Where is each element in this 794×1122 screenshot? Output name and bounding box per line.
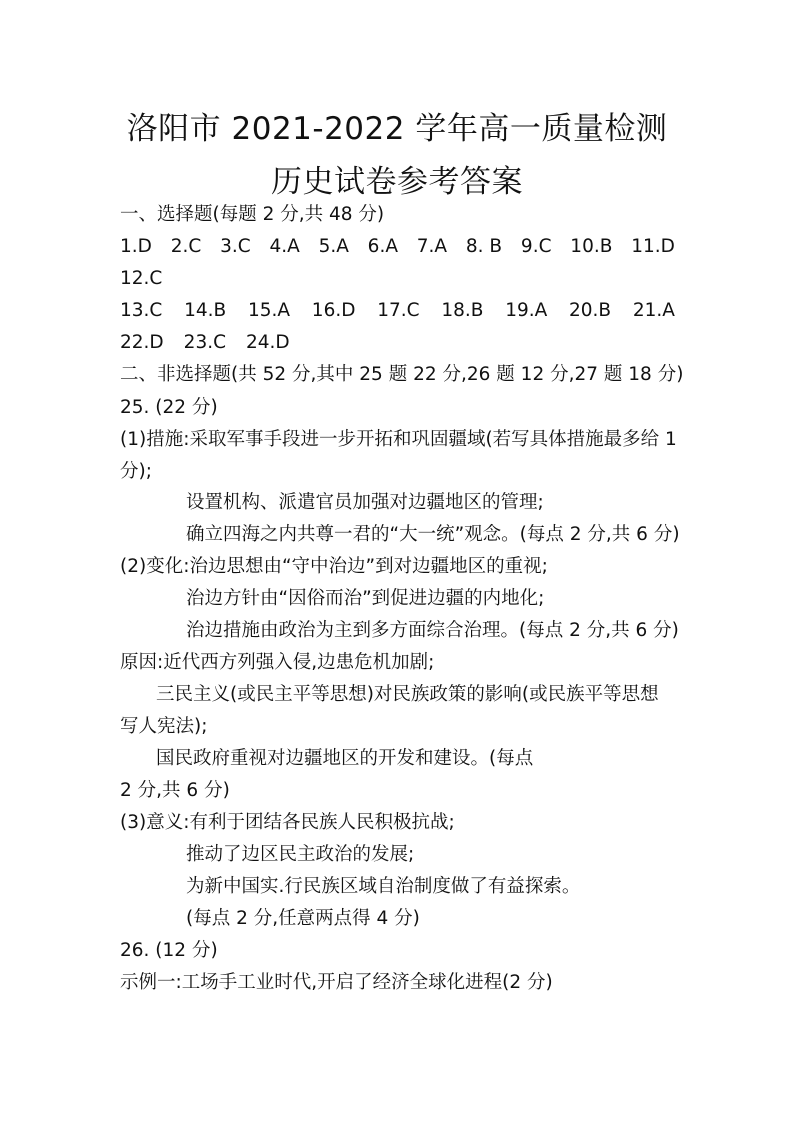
answer-item: 11.D (631, 236, 675, 257)
answer-item: 18.B (441, 300, 484, 321)
q25-p1-line: 确立四海之内共尊一君的“大一统”观念。(每点 2 分,共 6 分) (186, 524, 680, 545)
q25-p3-line: 推动了边区民主政治的发展; (186, 844, 415, 865)
q25-reason-line: 三民主义(或民主平等思想)对民族政策的影响(或民族平等思想 (156, 684, 659, 705)
answer-item: 10.B (570, 236, 613, 257)
q25-label: 25. (22 分) (120, 397, 218, 418)
answer-item: 2.C (170, 236, 202, 257)
q26-example-line: 示例一:工场手工业时代,开启了经济全球化进程(2 分) (120, 972, 553, 993)
answer-item: 8. B (465, 236, 503, 257)
q25-reason-line: 写人宪法); (120, 716, 208, 737)
page-subtitle: 历史试卷参考答案 (271, 164, 523, 200)
q25-p2-line: 治边方针由“因俗而治”到促进边疆的内地化; (186, 588, 545, 609)
q25-p1-line: 设置机构、派遣官员加强对边疆地区的管理; (186, 492, 544, 513)
answer-item: 21.A (632, 300, 675, 321)
answer-item: 1.D (120, 236, 152, 257)
answer-item: 19.A (505, 300, 548, 321)
answer-item: 16.D (311, 300, 356, 321)
answer-item: 9.C (520, 236, 552, 257)
section1-header: 一、选择题(每题 2 分,共 48 分) (120, 204, 385, 225)
answers-row-3 (120, 331, 675, 355)
answer-item: 24.D (246, 332, 290, 353)
answer-item: 13.C (120, 300, 163, 321)
answer-item: 22.D (120, 332, 164, 353)
q25-p2-line: (2)变化:治边思想由“守中治边”到对边疆地区的重视; (120, 556, 548, 577)
answer-item: 17.C (377, 300, 420, 321)
q25-reason-line: 2 分,共 6 分) (120, 780, 230, 801)
q25-p3-line: (每点 2 分,任意两点得 4 分) (186, 908, 420, 929)
answer-item: 14.B (184, 300, 227, 321)
answer-item: 15.A (247, 300, 291, 321)
q25-reason-line: 国民政府重视对边疆地区的开发和建设。(每点 (156, 748, 534, 769)
answers-row-1 (120, 235, 675, 259)
answer-item: 23.C (183, 332, 227, 353)
answer-item: 20.B (569, 300, 612, 321)
answer-item: 6.A (367, 236, 398, 257)
q25-p1-line: 分); (120, 461, 152, 482)
q25-p3-line: 为新中国实.行民族区域自治制度做了有益探索。 (186, 876, 581, 897)
page-title: 洛阳市 2021-2022 学年高一质量检测 (126, 111, 668, 147)
answer-item: 12.C (120, 268, 163, 289)
answer-item: 3.C (220, 236, 251, 257)
answers-row-2 (120, 299, 675, 323)
q25-reason-line: 原因:近代西方列强入侵,边患危机加剧; (120, 652, 435, 673)
q25-p3-line: (3)意义:有利于团结各民族人民积极抗战; (120, 812, 455, 833)
q25-p1-line: (1)措施:采取军事手段进一步开拓和巩固疆域(若写具体措施最多给 1 (120, 429, 677, 450)
section2-header: 二、非选择题(共 52 分,其中 25 题 22 分,26 题 12 分,27 题 18 分) (120, 364, 684, 385)
q25-p2-line: 治边措施由政治为主到多方面综合治理。(每点 2 分,共 6 分) (186, 620, 679, 641)
q26-label: 26. (12 分) (120, 940, 218, 961)
answer-item: 7.A (416, 236, 448, 257)
answer-item: 5.A (318, 236, 349, 257)
answer-item: 4.A (269, 236, 300, 257)
